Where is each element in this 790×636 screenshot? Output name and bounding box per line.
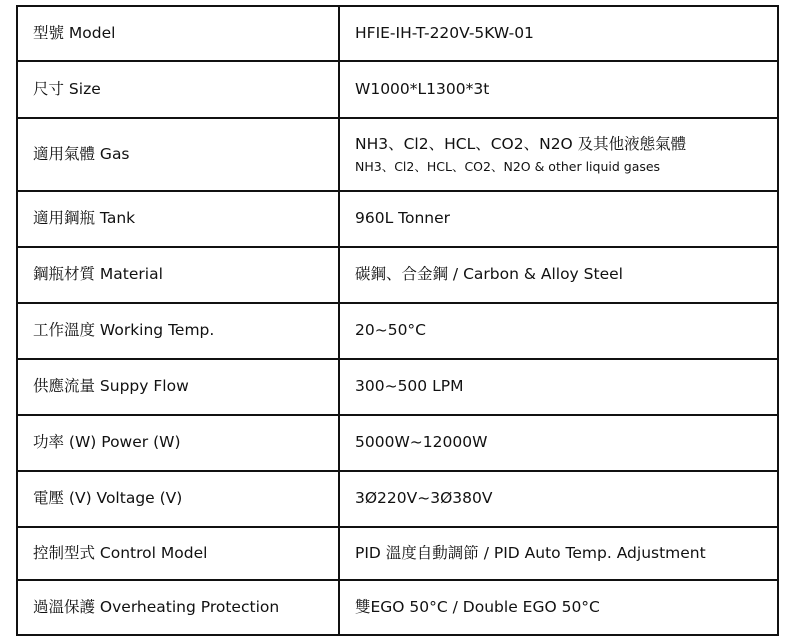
row-value: W1000*L1300*3t [339, 61, 778, 118]
row-value: 5000W~12000W [339, 415, 778, 471]
row-label: 鋼瓶材質 Material [17, 247, 339, 303]
row-label: 供應流量 Suppy Flow [17, 359, 339, 415]
table-row [17, 527, 778, 580]
table-row [17, 471, 778, 527]
table-row [17, 303, 778, 359]
table-row [17, 580, 778, 635]
row-value: PID 溫度自動調節 / PID Auto Temp. Adjustment [339, 527, 778, 580]
row-value: 碳鋼、合金鋼 / Carbon & Alloy Steel [339, 247, 778, 303]
spec-table [16, 5, 779, 636]
row-value: 960L Tonner [339, 191, 778, 247]
row-value [339, 118, 778, 191]
table-row [17, 61, 778, 118]
row-label: 功率 (W) Power (W) [17, 415, 339, 471]
table-row [17, 415, 778, 471]
row-label: 過溫保護 Overheating Protection [17, 580, 339, 635]
row-label: 工作溫度 Working Temp. [17, 303, 339, 359]
table-row [17, 6, 778, 61]
gas-value-english: NH3、Cl2、HCL、CO2、N2O & other liquid gases [355, 158, 661, 174]
row-value: 300~500 LPM [339, 359, 778, 415]
row-label: 電壓 (V) Voltage (V) [17, 471, 339, 527]
row-label: 適用氣體 Gas [17, 118, 339, 191]
gas-value-chinese: NH3、Cl2、HCL、CO2、N2O 及其他液態氣體 [355, 134, 687, 153]
table-row [17, 118, 778, 191]
row-label: 控制型式 Control Model [17, 527, 339, 580]
row-value: 3Ø220V~3Ø380V [339, 471, 778, 527]
table-row [17, 191, 778, 247]
row-value: 雙EGO 50°C / Double EGO 50°C [339, 580, 778, 635]
row-value: HFIE-IH-T-220V-5KW-01 [339, 6, 778, 61]
row-value: 20~50°C [339, 303, 778, 359]
row-label: 適用鋼瓶 Tank [17, 191, 339, 247]
table-row [17, 247, 778, 303]
row-label: 型號 Model [17, 6, 339, 61]
row-label: 尺寸 Size [17, 61, 339, 118]
table-row [17, 359, 778, 415]
